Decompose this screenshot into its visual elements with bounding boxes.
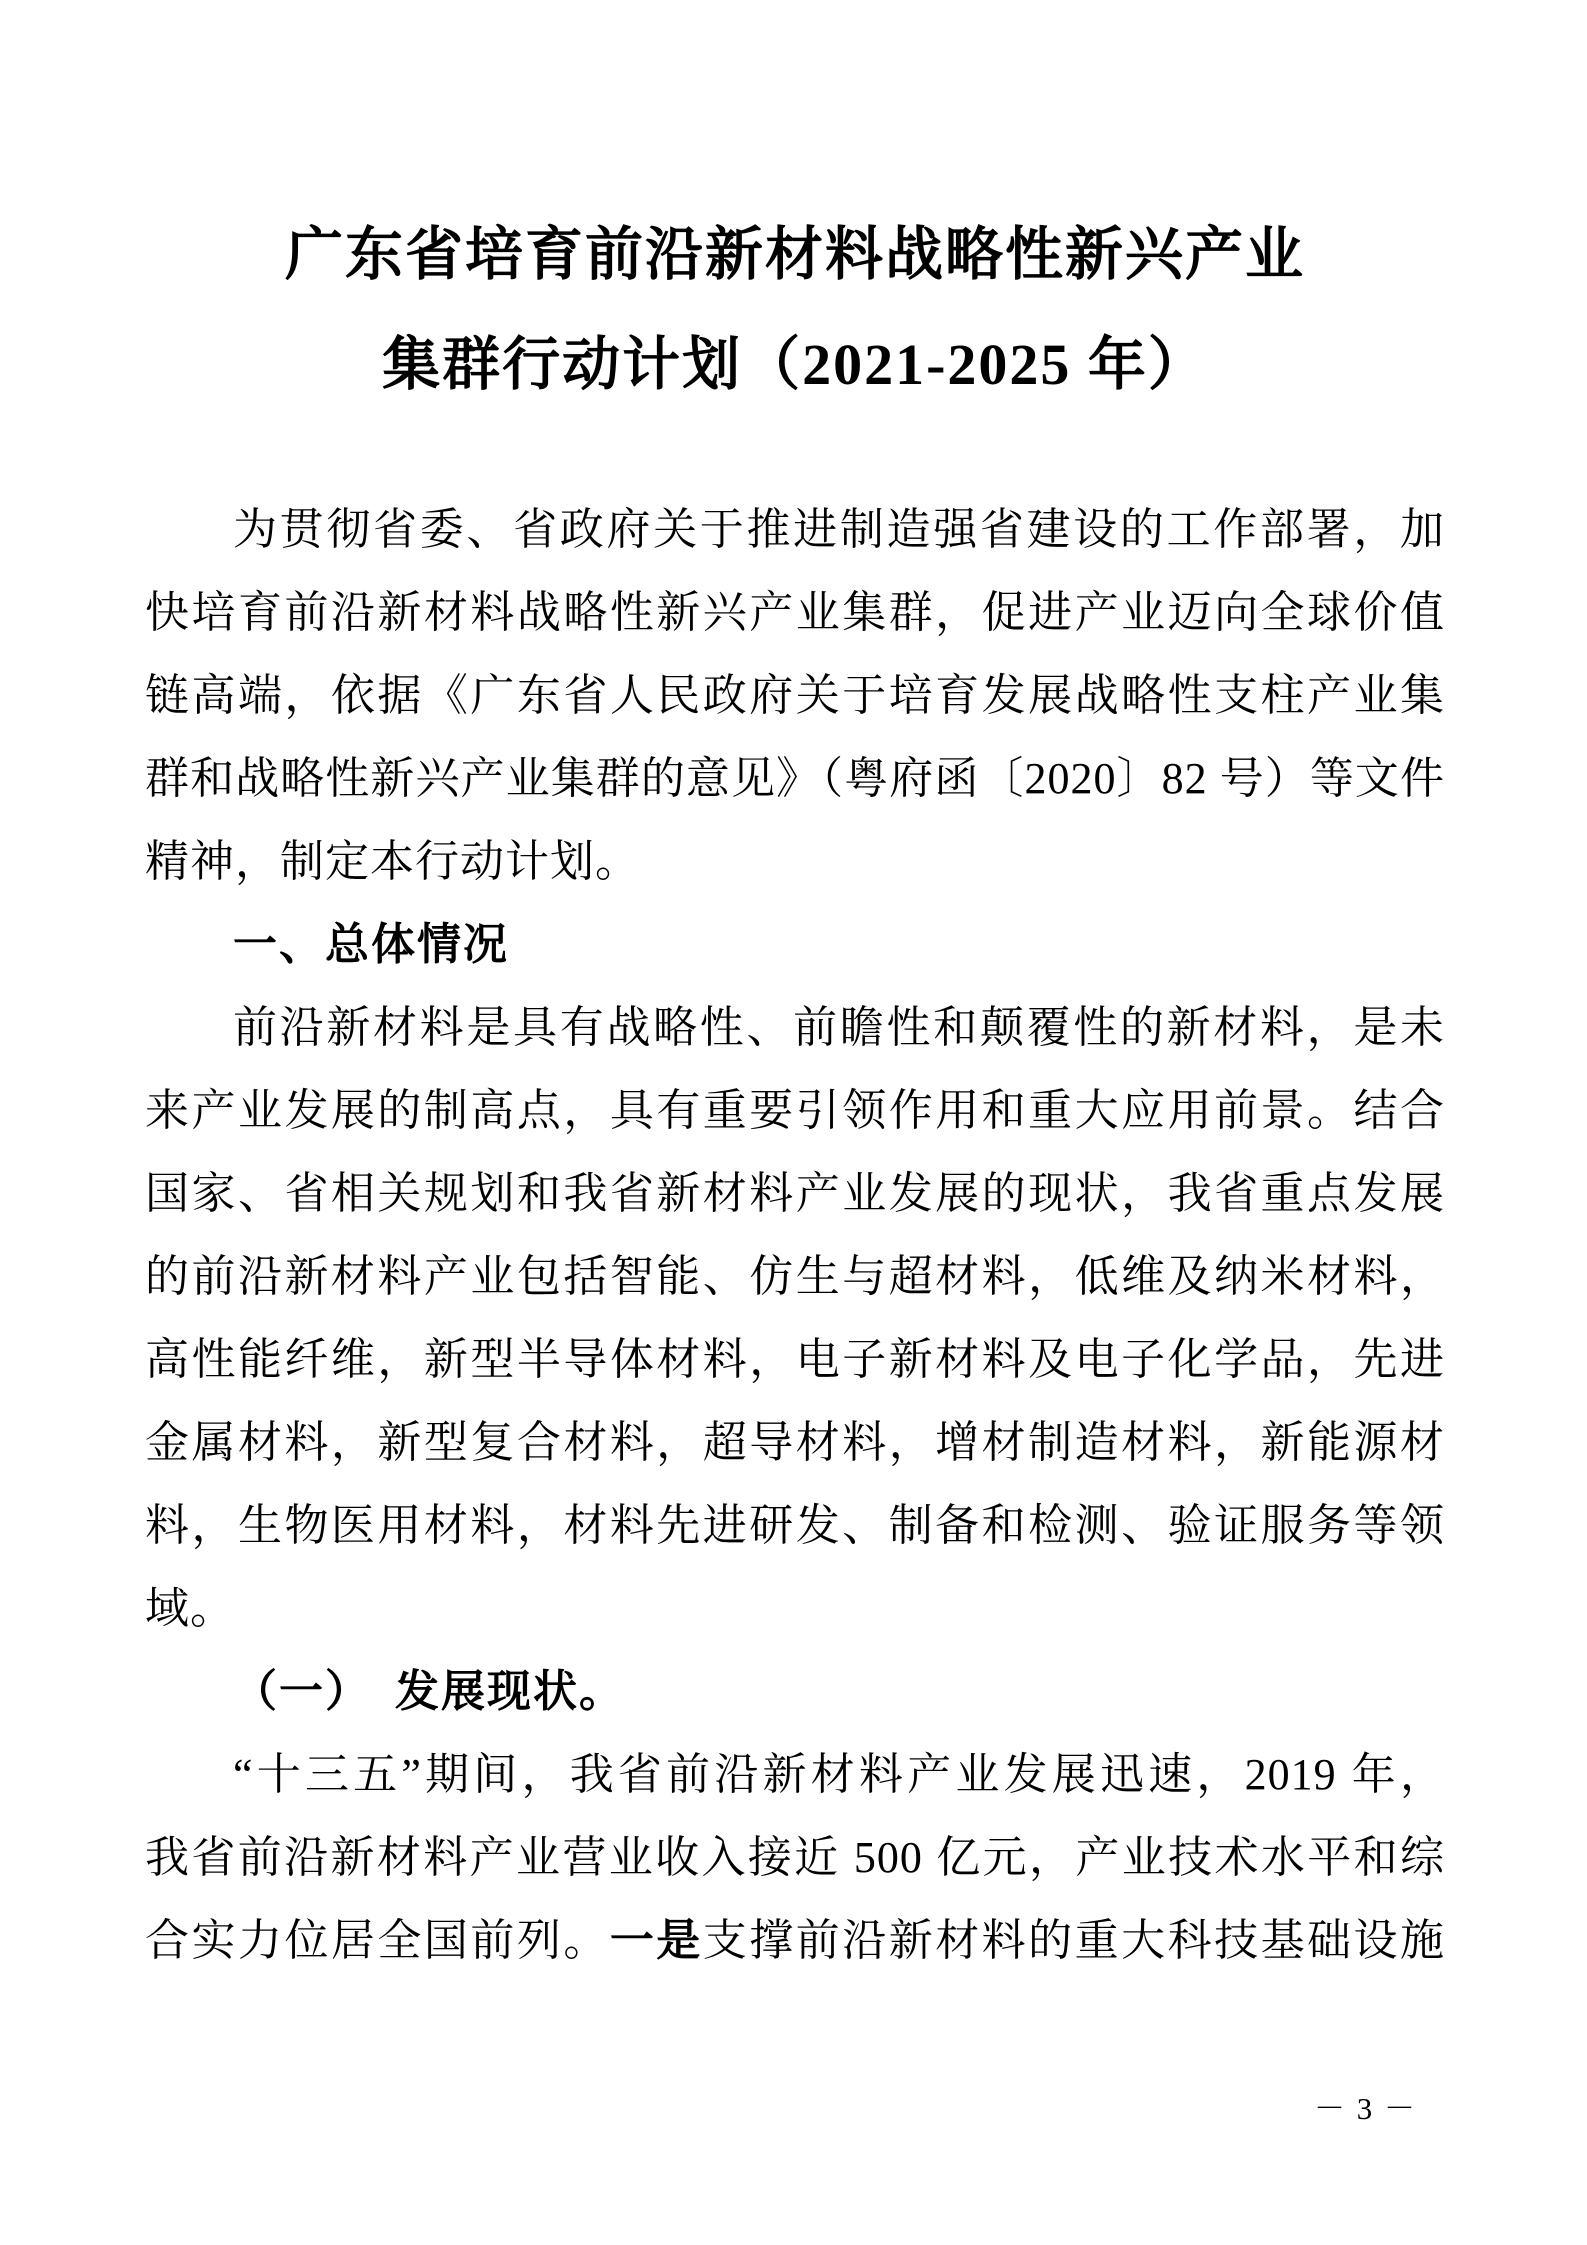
subsection-heading-development-status: （一） 发展现状。 <box>233 1667 625 1716</box>
paragraph-line: 为贯彻省委、省政府关于推进制造强省建设的工作部署，加 <box>233 505 1445 554</box>
paragraph-line: 的前沿新材料产业包括智能、仿生与超材料，低维及纳米材料， <box>145 1252 1445 1301</box>
section-heading-overview: 一、总体情况 <box>233 920 509 969</box>
title-line-2: 集群行动计划（2021-2025 年） <box>382 332 1208 397</box>
paragraph-line: 来产业发展的制高点，具有重要引领作用和重大应用前景。结合 <box>145 1086 1445 1135</box>
paragraph-line: 金属材料，新型复合材料，超导材料，增材制造材料，新能源材 <box>145 1418 1445 1467</box>
paragraph-line: 料，生物医用材料，材料先进研发、制备和检测、验证服务等领 <box>145 1501 1445 1550</box>
paragraph-line: 国家、省相关规划和我省新材料产业发展的现状，我省重点发展 <box>145 1169 1445 1218</box>
paragraph-line: 快培育前沿新材料战略性新兴产业集群，促进产业迈向全球价值 <box>145 588 1445 637</box>
document-title <box>145 200 1445 420</box>
document-body <box>145 488 1445 1982</box>
paragraph-line: 链高端，依据《广东省人民政府关于培育发展战略性支柱产业集 <box>145 671 1445 720</box>
paragraph-line: 群和战略性新兴产业集群的意见》（粤府函〔2020〕82 号）等文件 <box>145 754 1445 803</box>
emphasis-text-run: 一是 <box>609 1916 703 1965</box>
paragraph-line: 前沿新材料是具有战略性、前瞻性和颠覆性的新材料，是未 <box>233 1003 1445 1052</box>
paragraph-line: “十三五”期间，我省前沿新材料产业发展迅速，2019 年， <box>233 1750 1445 1799</box>
paragraph-line: 域。 <box>145 1584 235 1633</box>
page-number: － 3 － <box>1314 2091 1417 2126</box>
paragraph-line: 高性能纤维，新型半导体材料，电子新材料及电子化学品，先进 <box>145 1335 1445 1384</box>
paragraph-line: 我省前沿新材料产业营业收入接近 500 亿元，产业技术水平和综 <box>145 1833 1445 1882</box>
title-line-1: 广东省培育前沿新材料战略性新兴产业 <box>284 222 1305 287</box>
paragraph-line <box>145 1899 1445 1982</box>
paragraph-line: 精神，制定本行动计划。 <box>145 837 640 886</box>
text-run: 合实力位居全国前列。 <box>145 1916 610 1965</box>
text-run: 支撑前沿新材料的重大科技基础设施 <box>702 1916 1446 1965</box>
